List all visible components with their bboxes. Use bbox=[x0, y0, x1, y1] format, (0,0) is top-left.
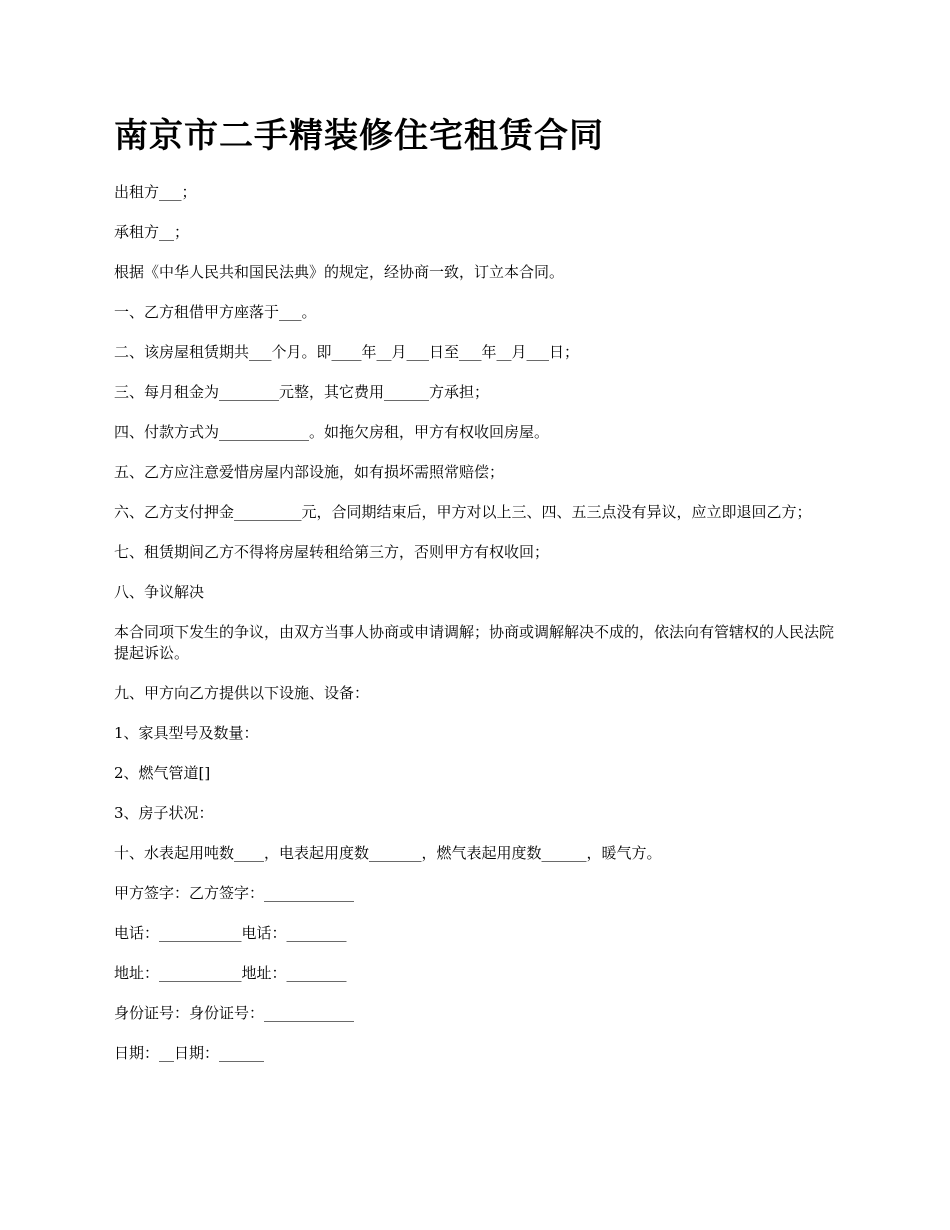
id-number-line: 身份证号：身份证号：____________ bbox=[114, 1004, 355, 1022]
clause-7-sublet: 七、租赁期间乙方不得将房屋转租给第三方，否则甲方有权收回； bbox=[114, 543, 550, 561]
clause-9-item-2: 2、燃气管道[] bbox=[114, 764, 211, 782]
clause-3-rent: 三、每月租金为________元整，其它费用______方承担； bbox=[114, 383, 490, 401]
document-title: 南京市二手精装修住宅租赁合同 bbox=[114, 116, 604, 156]
document-body bbox=[114, 112, 842, 1083]
phone-line: 电话：___________电话：________ bbox=[114, 924, 347, 942]
clause-10-meters: 十、水表起用吨数____，电表起用度数_______，燃气表起用度数______，暖气方。 bbox=[114, 844, 662, 862]
lessor-line: 出租方___； bbox=[114, 183, 197, 201]
clause-6-deposit: 六、乙方支付押金_________元，合同期结束后，甲方对以上三、四、五三点没有异议，应立即退回乙方； bbox=[114, 503, 812, 521]
clause-2-term: 二、该房屋租赁期共___个月。即____年__月___日至___年__月___日； bbox=[114, 343, 580, 361]
clause-1-location: 一、乙方租借甲方座落于___。 bbox=[114, 303, 317, 321]
address-line: 地址：___________地址：________ bbox=[114, 964, 347, 982]
clause-4-payment: 四、付款方式为____________。如拖欠房租，甲方有权收回房屋。 bbox=[114, 423, 550, 441]
legal-basis-paragraph: 根据《中华人民共和国民法典》的规定，经协商一致，订立本合同。 bbox=[114, 263, 565, 281]
date-line: 日期：__日期：______ bbox=[114, 1044, 265, 1062]
lessee-line: 承租方__； bbox=[114, 223, 190, 241]
clause-9-item-3: 3、房子状况： bbox=[114, 804, 214, 822]
clause-5-facilities-care: 五、乙方应注意爱惜房屋内部设施，如有损坏需照常赔偿； bbox=[114, 463, 505, 481]
clause-9-heading: 九、甲方向乙方提供以下设施、设备： bbox=[114, 684, 370, 702]
clause-9-item-1: 1、家具型号及数量： bbox=[114, 724, 259, 742]
clause-8-heading: 八、争议解决 bbox=[114, 583, 205, 601]
signature-line: 甲方签字：乙方签字：____________ bbox=[114, 884, 355, 902]
clause-8-dispute-text: 本合同项下发生的争议，由双方当事人协商或申请调解；协商或调解解决不成的，依法向有管辖权的人民法院提起诉讼。 bbox=[114, 623, 835, 662]
